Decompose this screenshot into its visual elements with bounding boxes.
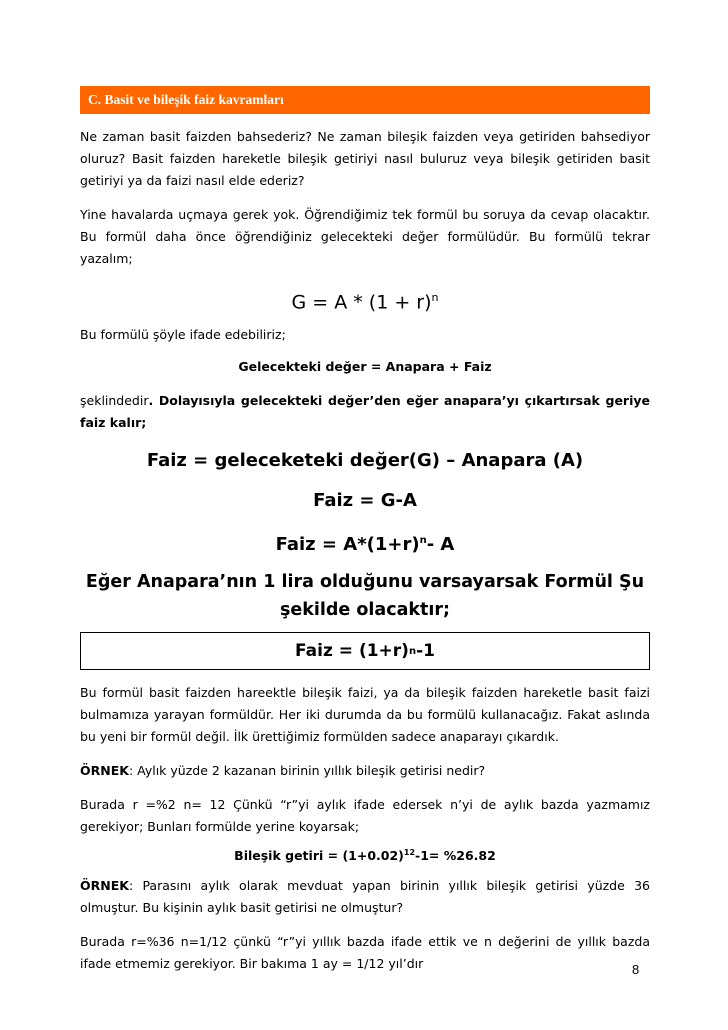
interest-expanded-formula	[80, 528, 650, 558]
example-1-text: : Aylık yüzde 2 kazanan birinin yıllık bileşik getirisi nedir?	[128, 763, 486, 779]
paragraph-example-2-solution: Burada r=%36 n=1/12 çünkü “r”yi yıllık bazda ifade ettik ve n değerini de yıllık bazda ifade etmemiz gerekiyor. Bir bakıma 1 ay = 1/12 yıl’dır	[80, 934, 650, 972]
compound-return-formula	[80, 848, 650, 863]
interest-expanded-a: Faiz = A*(1+r)	[275, 534, 420, 556]
compound-formula-b: -1= %26.82	[415, 848, 496, 864]
paragraph-formula-intro: Yine havalarda uçmaya gerek yok. Öğrendiğimiz tek formül bu soruya da cevap olacaktır. Bu formül daha önce öğrendiğiniz gelecekteki değer formülüdür. Bu formülü tekrar yazalım;	[80, 207, 650, 266]
document-page	[80, 86, 650, 975]
assumption-statement: Eğer Anapara’nın 1 lira olduğunu varsayarsak Formül Şu şekilde olacaktır;	[85, 572, 645, 621]
interest-short-formula: Faiz = G-A	[313, 490, 417, 512]
example-2-text: : Parasını aylık olarak mevduat yapan birinin yıllık bileşik getirisi yüzde 36 olmuştur. Bu kişinin aylık basit getirisi ne olmuştur?	[80, 878, 650, 916]
future-value-formula	[80, 284, 650, 316]
section-header: C. Basit ve bileşik faiz kavramları	[88, 92, 284, 107]
paragraph-subtract	[80, 390, 650, 434]
example-2-label: ÖRNEK	[80, 878, 129, 894]
paragraph-subtract-normal: şeklindedir	[80, 393, 149, 409]
section-header-bar	[80, 86, 650, 114]
paragraph-subtract-bold: . Dolayısıyla gelecekteki değer’den eğer anapara’yı çıkartırsak geriye faiz kalır;	[80, 393, 650, 431]
future-value-words: Gelecekteki değer = Anapara + Faiz	[238, 359, 492, 375]
boxed-formula-b: -1	[416, 641, 435, 662]
paragraph-explanation: Bu formül basit faizden hareektle bileşik faizi, ya da bileşik faizden hareketle basit faizi bulmamıza yarayan formüldür. Her iki durumda da bu formülü kullanacağız. Fakat aslında bu yeni bir formül değil. İlk ürettiğimiz formülden sadece anaparayı çıkardık.	[80, 685, 650, 745]
paragraph-intro: Ne zaman basit faizden bahsederiz? Ne zaman bileşik faizden veya getiriden bahsediyor oluruz? Basit faizden hareketle bileşik getiriyi nasıl buluruz veya bileşik getiriden basit getiriyi ya da faizi nasıl elde ederiz?	[80, 129, 650, 188]
interest-expanded-b: - A	[426, 534, 455, 556]
compound-formula-a: Bileşik getiri = (1+0.02)	[234, 848, 404, 864]
example-1	[80, 760, 650, 782]
interest-words-formula: Faiz = geleceketeki değer(G) – Anapara (A)	[146, 450, 584, 472]
future-value-formula-exponent: n	[431, 291, 439, 304]
boxed-interest-formula	[80, 632, 650, 670]
example-2	[80, 875, 650, 919]
interest-expanded-exponent: n	[419, 535, 427, 547]
future-value-formula-body: G = A * (1 + r)	[291, 291, 432, 314]
example-1-label: ÖRNEK	[80, 763, 129, 779]
page-number: 8	[632, 962, 640, 977]
boxed-formula-exponent: n	[408, 645, 417, 657]
paragraph-example-1-solution: Burada r =%2 n= 12 Çünkü “r”yi aylık ifade edersek n’yi de aylık bazda yazmamız gerekiyor; Bunları formülde yerine koyarsak;	[80, 797, 650, 835]
boxed-formula-a: Faiz = (1+r)	[295, 641, 409, 662]
paragraph-expression: Bu formülü şöyle ifade edebiliriz;	[80, 327, 286, 343]
compound-formula-exponent: 12	[403, 848, 416, 858]
